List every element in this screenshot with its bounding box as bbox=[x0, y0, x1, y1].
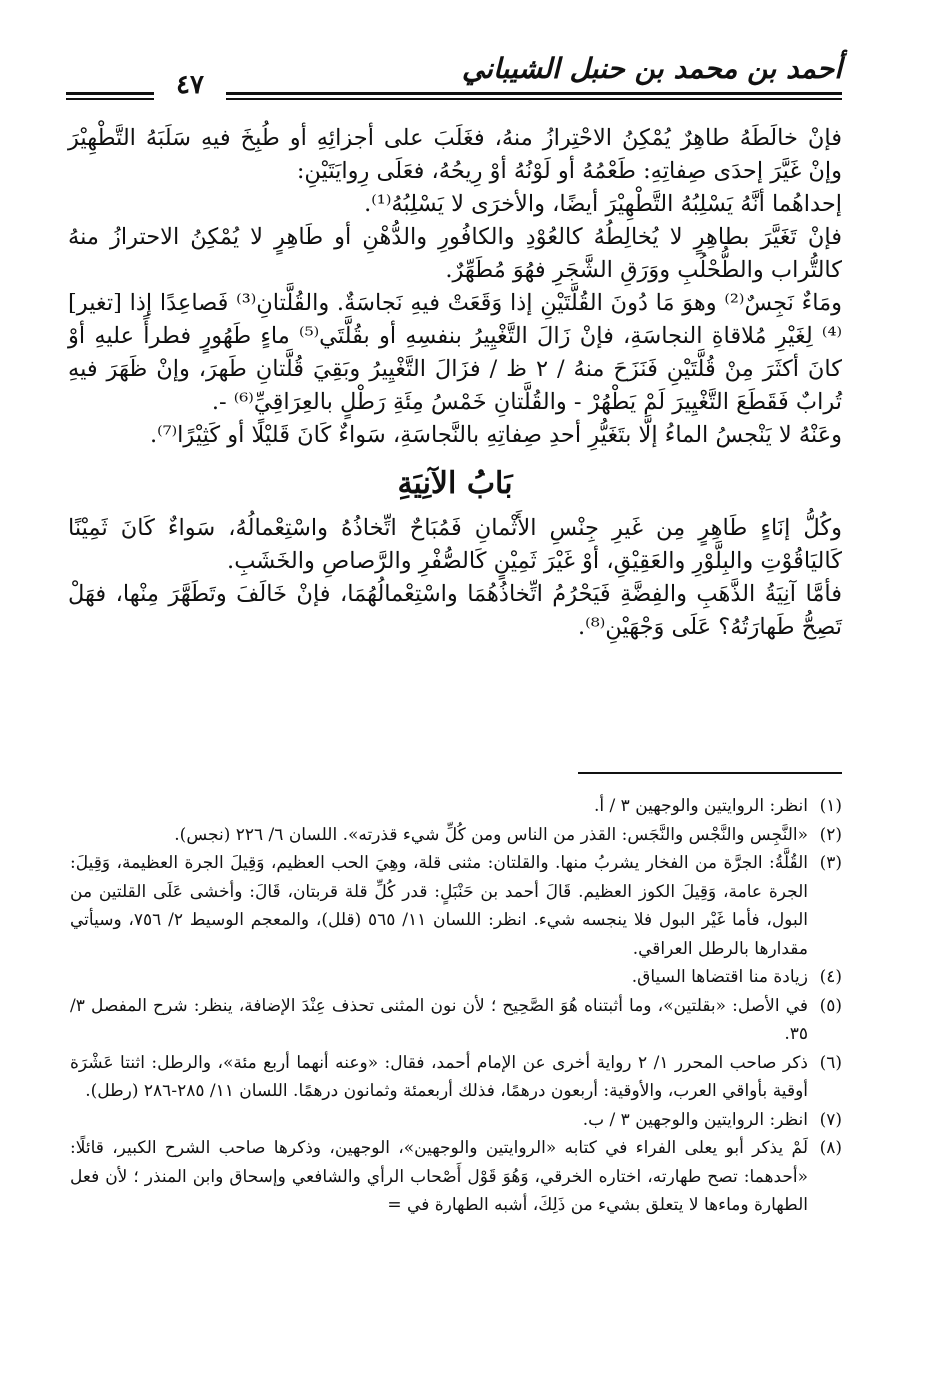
footnote bbox=[70, 849, 842, 963]
footnote-number: (١) bbox=[819, 796, 842, 816]
footnote-separator bbox=[578, 772, 842, 774]
footnote-text: ذكر صاحب المحرر ١/ ٢ رواية أخرى عن الإمام أحمد، فقال: «وعنه أنهما أربع مئة»، والرطل: اثنتا عَشْرَة أوقية بأواقي العرب، والأوقية: أربعون درهمًا، فذلك أربعمئة وثمانون درهمًا. اللسان ١١/ ٢٨٥-٢٨٦ (رطل). bbox=[70, 1052, 808, 1101]
page-header bbox=[66, 52, 842, 112]
footnote bbox=[70, 792, 842, 821]
footnote-text: القُلَّةُ: الجرَّة من الفخار يشربُ منها. والقلتان: مثنى قلة، وهِيَ الحب العظيم، وَقِيلَ الجرة العظيمة، وَقِيلَ: الجرة عامة، وَقِيلَ الكوز العظيم. قَالَ أحمد بن حَنْبَلٍ: قدر كُلِّ قلة قربتان، قَالَ: وأخشى عَلَى القلتين من البول، فأما غَيْر البول فلا ينجسه شيء. انظر: اللسان ١١/ ٥٦٥ (قلل)، والمعجم الوسيط ٢/ ٧٥٦، وسيأتي مقدارها بالرطل العراقي. bbox=[70, 853, 808, 959]
footnote-number: (٥) bbox=[819, 995, 842, 1016]
section-title: بَابُ الآنِيَةِ bbox=[397, 466, 513, 501]
paragraph: ومَاءٌ نَجِسٌ⁽²⁾ وهوَ مَا دُونَ القُلَّتَيْنِ إذا وَقَعَتْ فيهِ نَجاسَةٌ. والقُلَّتانِ⁽³⁾ فَصاعِدًا إذا [تغير]⁽⁴⁾ لِغَيْرِ مُلاقاةِ النجاسَةِ، فإنْ زَالَ التَّغْيِيرُ بنفسِهِ أو بقُلَّتَي⁽⁵⁾ ماءٍ طَهُورٍ فطرأً عليهِ أوْ كانَ أكثَرَ مِنْ قُلَّتَيْنِ فَنَزَحَ منهُ / ٢ ظ / فزَالَ التَّغْيِيرُ وبَقِيَ قُلَّتانِ طَهرَ، وإنْ ظَهَرَ فيهِ تُرابٌ فَقَطَعَ التَّغْيِيرَ لَمْ يَطْهُرْ - والقُلَّتانِ خَمْسُ مِئَةِ رَطْلٍ بالعِرَاقِيِّ⁽⁶⁾ -. bbox=[68, 290, 842, 415]
paragraph: فإنْ خالَطَهُ طاهِرٌ يُمْكِنُ الاحْتِرازُ منهُ، فغَلَبَ على أجزائِهِ أو طُبِخَ فيهِ سَلَبَهُ التَّطْهِيْرَ وإنْ غَيَّرَ إحدَى صِفاتِهِ: طَعْمُهُ أو لَوْنُهُ أوْ رِيحُهُ، فعَلَى رِوايَتَيْنِ: bbox=[68, 125, 842, 184]
footnote bbox=[70, 1049, 842, 1106]
page-number: ٤٧ bbox=[176, 70, 204, 100]
footnote-number: (٢) bbox=[819, 824, 842, 845]
footnote-text: انظر: الروايتين والوجهين ٣ / ب. bbox=[582, 1109, 808, 1130]
footnote-text: في الأصل: «بقلتين»، وما أثبتناه هُوَ الصَّحِيح ؛ لأن نون المثنى تحذف عِنْدَ الإضافة، ينظر: شرح المفصل ٣/ ٣٥. bbox=[70, 995, 808, 1044]
footnote bbox=[70, 821, 842, 850]
paragraph: وعَنْهُ لا يَنْجسُ الماءُ إلَّا بتَغَيُّرِ أحدِ صِفاتِهِ بالنَّجاسَةِ، سَواءٌ كَانَ قَليْلًا أو كَثِيْرًا⁽⁷⁾. bbox=[149, 422, 842, 448]
paragraph: فإنْ تَغَيَّرَ بطاهِرٍ لا يُخالِطُهُ كالعُوْدِ والكافُورِ والدُّهْنِ أو طَاهِرٍ لا يُمْكِنُ الاحترازُ منهُ كالتُّراب والطُّحْلُبِ ووَرَقِ الشَّجَرِ فهُوَ مُطَهِّرٌ. bbox=[68, 224, 842, 283]
footnote-number: (٨) bbox=[819, 1138, 842, 1158]
running-title: أحمد بن محمد بن حنبل الشيباني bbox=[461, 52, 842, 85]
footnote bbox=[70, 992, 842, 1049]
footnote-number: (٦) bbox=[819, 1052, 842, 1073]
footnote-text: انظر: الروايتين والوجهين ٣ / أ. bbox=[594, 796, 808, 816]
main-text bbox=[68, 122, 842, 644]
footnote bbox=[70, 963, 842, 992]
footnotes bbox=[70, 792, 842, 1220]
footnote-number: (٤) bbox=[819, 967, 842, 987]
header-rule-left bbox=[66, 92, 154, 95]
paragraph: فأمَّا آنِيَةُ الذَّهَبِ والفِضَّةِ فَيَحْرُمُ اتِّخاذُهُمَا واسْتِعْمالُهُمَا، فإنْ خَالَفَ وتَطَهَّرَ مِنْها، فهَلْ تَصِحُّ طَهارَتُهُ؟ عَلَى وَجْهَيْنِ⁽⁸⁾. bbox=[68, 581, 842, 640]
header-rule-right bbox=[226, 92, 842, 95]
footnote-text: «النَّجِس والنَّجْس والنَّجَس: القذر من الناس ومن كُلِّ شيء قذرته». اللسان ٦/ ٢٢٦ (نجس). bbox=[174, 824, 808, 845]
paragraph: وكُلُّ إنَاءٍ طَاهِرٍ مِن غَيرِ جِنْسِ الأَثْمانِ فَمُبَاحٌ اتِّخاذُهُ واسْتِعْمالُهُ، سَواءٌ كَانَ ثَمِيْنًا كَاليَاقُوْتِ والبِلَّوْرِ والعَقِيْقِ، أوْ غَيْرَ ثَمِيْنٍ كَالصُّفْرِ والرَّصاصِ والخَشَبِ. bbox=[68, 515, 842, 574]
paragraph: إحداهُما أنَّهُ يَسْلِبُهُ التَّطْهِيْرَ أيضًا، والأخرَى لا يَسْلِبُهُ⁽¹⁾. bbox=[364, 191, 842, 217]
footnote-text: زيادة منا اقتضاها السياق. bbox=[631, 967, 808, 987]
footnote-text: لَمْ يذكر أبو يعلى الفراء في كتابه «الروايتين والوجهين»، الوجهين، وذكرها صاحب الشرح الكبير، قائلًا: «أحدهما: تصح طهارته، اختاره الخرقي، وَهُوَ قَوْل أَصْحاب الرأي والشافعي وإسحاق وابن المنذر ؛ لأن فعل الطهارة وماءها لا يتعلق بشيء من ذَلِكَ، أشبه الطهارة في = bbox=[70, 1138, 808, 1215]
footnote-number: (٣) bbox=[819, 853, 842, 873]
footnote-number: (٧) bbox=[819, 1109, 842, 1130]
footnote bbox=[70, 1134, 842, 1220]
footnote bbox=[70, 1106, 842, 1135]
